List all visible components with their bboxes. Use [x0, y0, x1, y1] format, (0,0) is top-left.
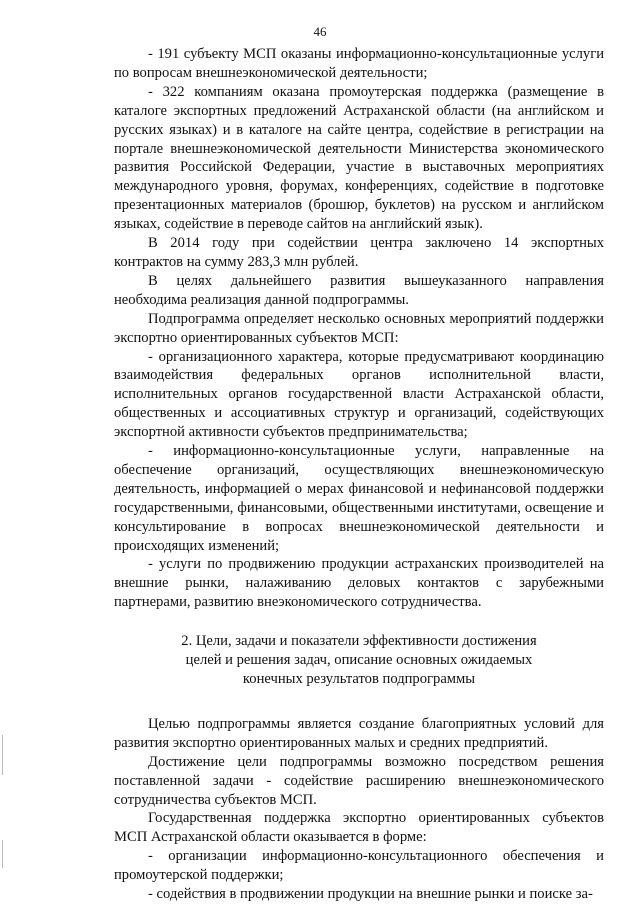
paragraph: Целью подпрограммы является создание благоприятных условий для развития экспортно ориентированных малых и средних предприятий. [114, 715, 604, 751]
section-heading-line: конечных результатов подпрограммы [242, 671, 476, 687]
paragraph: - 322 компаниям оказана промоутерская поддержка (размещение в каталоге экспортных предложений Астраханской области (на английском и русских языках) и в каталоге на сайте центра, содействие в регистрации на портале внешнеэкономической деятельности Министерства экономического развития Российской Федерации, участие в выставочных мероприятиях международного уровня, форумах, конференциях, содействие в подготовке презентационных материалов (брошюр, буклетов) на русском и английском языках, содействие в переводе сайтов на английский язык). [114, 83, 604, 233]
paragraph: - организации информационно-консультационного обеспечения и промоутерской поддержки; [114, 848, 604, 884]
scan-edge-mark [2, 840, 3, 868]
section-heading-line: 2. Цели, задачи и показатели эффективности достижения [181, 633, 537, 650]
document-body [114, 45, 604, 904]
paragraph: В целях дальнейшего развития вышеуказанного направления необходима реализация данной подпрограммы. [114, 272, 604, 308]
paragraph: Государственная поддержка экспортно ориентированных субъектов МСП Астраханской области оказывается в форме: [114, 810, 604, 846]
paragraph: Подпрограмма определяет несколько основных мероприятий поддержки экспортно ориентированных субъектов МСП: [114, 310, 604, 346]
paragraph: - организационного характера, которые предусматривают координацию взаимодействия федеральных органов исполнительной власти, исполнительных органов государственной власти Астраханской области, общественных и ассоциативных структур и организаций, содействующих экспортной активности субъектов предпринимательства; [114, 348, 604, 441]
paragraph: - услуги по продвижению продукции астраханских производителей на внешние рынки, налаживанию деловых контактов с зарубежными партнерами, развитию внеэкономического сотрудничества. [114, 556, 604, 611]
page-number: 46 [313, 24, 327, 39]
paragraph: - информационно-консультационные услуги, направленные на обеспечение организаций, осуществляющих внешнеэкономическую деятельность, информацией о мерах финансовой и нефинансовой поддержки государственными, финансовыми, общественными институтами, освещение и консультирование в вопросах внешнеэкономической деятельности и происходящих изменений; [114, 443, 604, 554]
scan-edge-mark [2, 735, 3, 775]
section-heading [114, 632, 604, 689]
paragraph: В 2014 году при содействии центра заключено 14 экспортных контрактов на сумму 283,3 млн рублей. [114, 235, 604, 270]
paragraph: - 191 субъекту МСП оказаны информационно-консультационные услуги по вопросам внешнеэкономической деятельности; [114, 46, 604, 81]
paragraph: - содействия в продвижении продукции на внешние рынки и поиске за- [148, 886, 593, 903]
paragraph: Достижение цели подпрограммы возможно посредством решения поставленной задачи - содействие расширению внешнеэкономического сотрудничества субъектов МСП. [114, 753, 604, 808]
section-heading-line: целей и решения задач, описание основных ожидаемых [185, 652, 533, 669]
